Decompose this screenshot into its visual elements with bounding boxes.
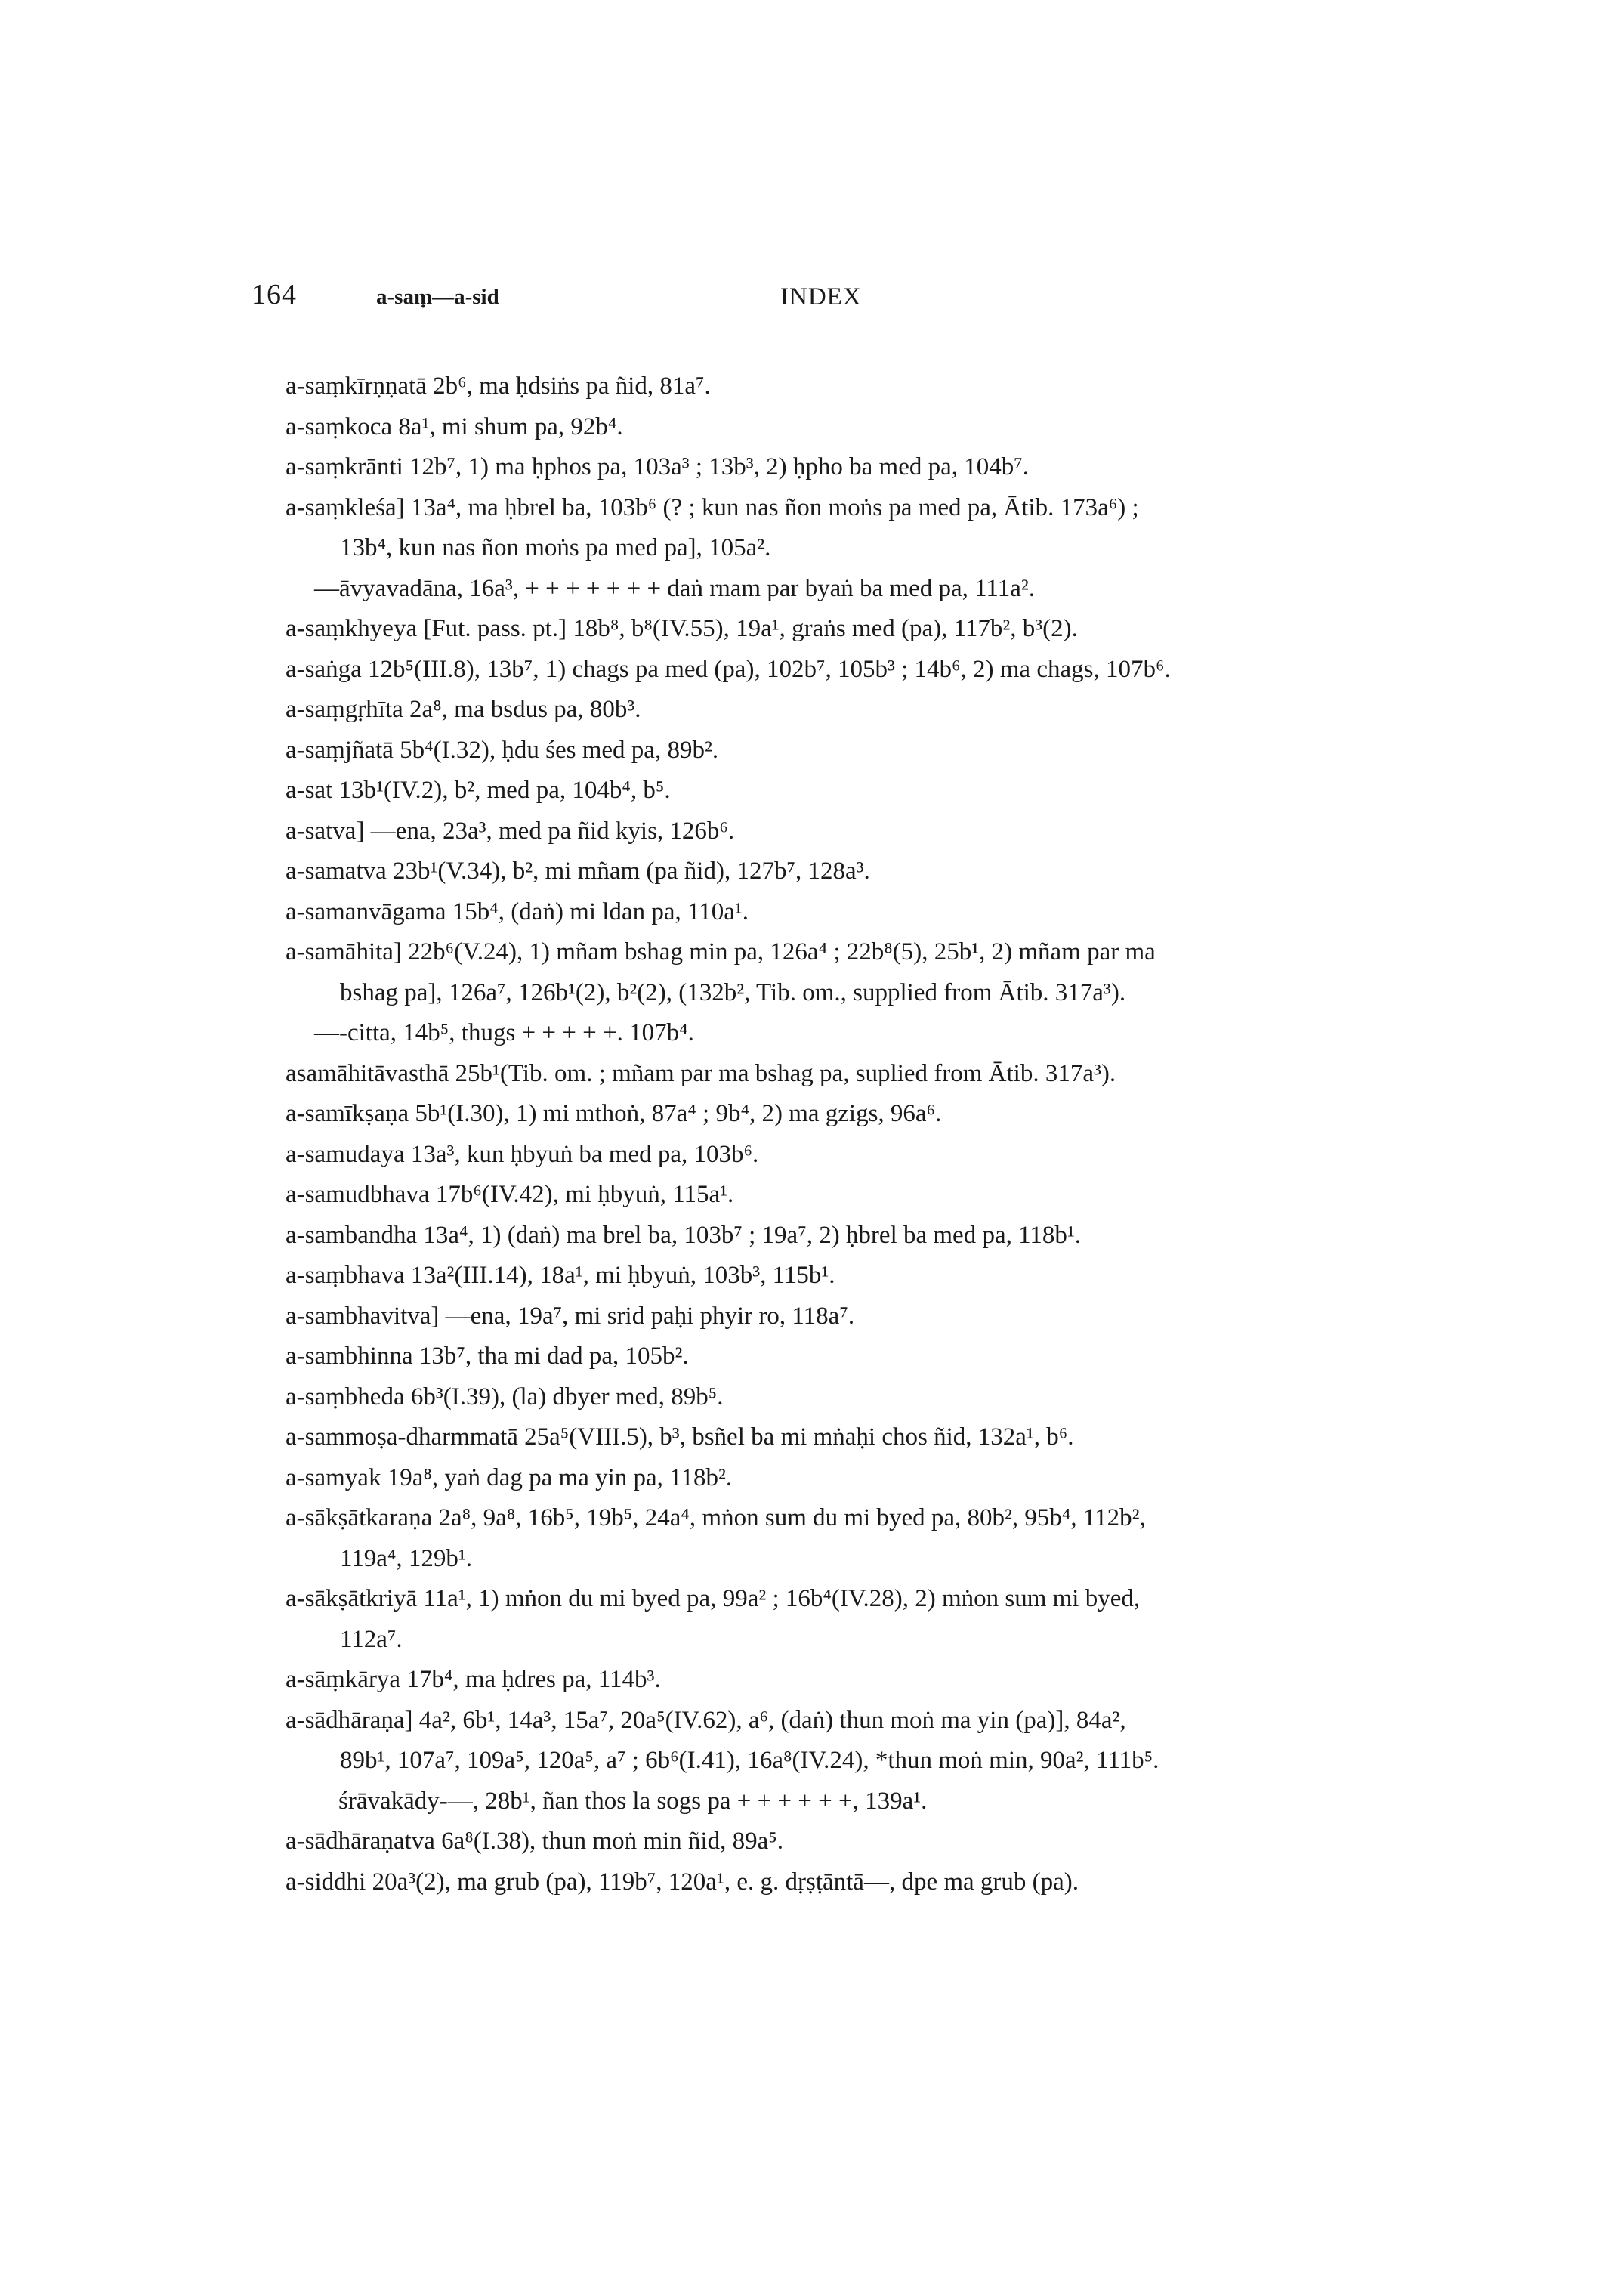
index-entry: a-sākṣātkriyā 11a¹, 1) mṅon du mi byed pa, 99a² ; 16b⁴(IV.28), 2) mṅon sum mi byed,	[286, 1585, 1141, 1612]
index-entry: a-saṃjñatā 5b⁴(I.32), ḥdu śes med pa, 89b².	[286, 736, 719, 764]
index-entry: a-samāhita] 22b⁶(V.24), 1) mñam bshag min pa, 126a⁴ ; 22b⁸(5), 25b¹, 2) mñam par ma	[286, 938, 1156, 966]
index-entry: a-sat 13b¹(IV.2), b², med pa, 104b⁴, b⁵.	[286, 777, 671, 804]
page-header	[0, 278, 1624, 316]
index-entry: a-sambandha 13a⁴, 1) (daṅ) ma brel ba, 103b⁷ ; 19a⁷, 2) ḥbrel ba med pa, 118b¹.	[286, 1221, 1082, 1249]
index-entry: a-sādhāraṇatva 6a⁸(I.38), thun moṅ min ñid, 89a⁵.	[286, 1828, 783, 1855]
index-entry: a-sāṃkārya 17b⁴, ma ḥdres pa, 114b³.	[286, 1666, 661, 1693]
index-entry: a-saṃkoca 8a¹, mi shum pa, 92b⁴.	[286, 413, 623, 440]
index-entry: a-samudaya 13a³, kun ḥbyuṅ ba med pa, 103b⁶.	[286, 1140, 759, 1168]
index-title: INDEX	[780, 283, 862, 311]
index-entry: a-siddhi 20a³(2), ma grub (pa), 119b⁷, 120a¹, e. g. dṛṣṭāntā—, dpe ma grub (pa).	[286, 1868, 1079, 1896]
index-entry-continuation: 13b⁴, kun nas ñon moṅs pa med pa], 105a².	[340, 534, 771, 561]
index-entry-continuation: 89b¹, 107a⁷, 109a⁵, 120a⁵, a⁷ ; 6b⁶(I.41), 16a⁸(IV.24), *thun moṅ min, 90a², 111b⁵.	[340, 1747, 1159, 1774]
index-subentry: —āvyavadāna, 16a³, + + + + + + + daṅ rnam par byaṅ ba med pa, 111a².	[314, 574, 1035, 602]
index-subentry: śrāvakādy-—, 28b¹, ñan thos la sogs pa + + + + + +, 139a¹.	[338, 1787, 928, 1815]
index-entry-continuation: bshag pa], 126a⁷, 126b¹(2), b²(2), (132b², Tib. om., supplied from Ātib. 317a³).	[340, 978, 1126, 1006]
index-entry: a-satva] —ena, 23a³, med pa ñid kyis, 126b⁶.	[286, 817, 735, 845]
index-entry: a-saṃkhyeya [Fut. pass. pt.] 18b⁸, b⁸(IV.55), 19a¹, graṅs med (pa), 117b², b³(2).	[286, 615, 1078, 642]
page-number: 164	[252, 279, 297, 311]
index-entry: a-sammoṣa-dharmmatā 25a⁵(VIII.5), b³, bsñel ba mi mṅaḥi chos ñid, 132a¹, b⁶.	[286, 1423, 1074, 1451]
index-entry: a-saṃbheda 6b³(I.39), (la) dbyer med, 89b⁵.	[286, 1383, 724, 1411]
index-entry: a-samīkṣaṇa 5b¹(I.30), 1) mi mthoṅ, 87a⁴ ; 9b⁴, 2) ma gzigs, 96a⁶.	[286, 1100, 942, 1127]
index-entry: a-sākṣātkaraṇa 2a⁸, 9a⁸, 16b⁵, 19b⁵, 24a⁴, mṅon sum du mi byed pa, 80b², 95b⁴, 112b²,	[286, 1504, 1146, 1531]
index-entry: a-saṃgṛhīta 2a⁸, ma bsdus pa, 80b³.	[286, 696, 641, 723]
index-entry: a-sambhavitva] —ena, 19a⁷, mi srid paḥi phyir ro, 118a⁷.	[286, 1302, 855, 1330]
index-entry-continuation: 119a⁴, 129b¹.	[340, 1544, 473, 1572]
index-entry: a-sādhāraṇa] 4a², 6b¹, 14a³, 15a⁷, 20a⁵(IV.62), a⁶, (daṅ) thun moṅ ma yin (pa)], 84a²,	[286, 1706, 1126, 1734]
index-entry: a-saṃkrānti 12b⁷, 1) ma ḥphos pa, 103a³ ; 13b³, 2) ḥpho ba med pa, 104b⁷.	[286, 453, 1030, 481]
index-entry: a-samudbhava 17b⁶(IV.42), mi ḥbyuṅ, 115a¹.	[286, 1181, 734, 1208]
index-entry: a-samatva 23b¹(V.34), b², mi mñam (pa ñid), 127b⁷, 128a³.	[286, 858, 870, 885]
index-entries	[286, 366, 1464, 1902]
running-head: a-saṃ—a-sid	[376, 285, 499, 309]
index-entry: a-saṃkīrṇṇatā 2b⁶, ma ḥdsiṅs pa ñid, 81a⁷.	[286, 372, 711, 400]
index-entry: a-saṃbhava 13a²(III.14), 18a¹, mi ḥbyuṅ, 103b³, 115b¹.	[286, 1262, 835, 1289]
index-entry: a-saṃkleśa] 13a⁴, ma ḥbrel ba, 103b⁶ (? ; kun nas ñon moṅs pa med pa, Ātib. 173a⁶) ;	[286, 493, 1139, 521]
index-entry: a-saṅga 12b⁵(III.8), 13b⁷, 1) chags pa med (pa), 102b⁷, 105b³ ; 14b⁶, 2) ma chags, 107b⁶.	[286, 655, 1171, 683]
index-entry: asamāhitāvasthā 25b¹(Tib. om. ; mñam par ma bshag pa, suplied from Ātib. 317a³).	[286, 1059, 1116, 1087]
index-entry: a-sambhinna 13b⁷, tha mi dad pa, 105b².	[286, 1343, 689, 1370]
index-subentry: —-citta, 14b⁵, thugs + + + + +. 107b⁴.	[314, 1019, 694, 1046]
index-entry: a-samyak 19a⁸, yaṅ dag pa ma yin pa, 118b².	[286, 1463, 733, 1491]
index-entry: a-samanvāgama 15b⁴, (daṅ) mi ldan pa, 110a¹.	[286, 898, 749, 926]
index-entry-continuation: 112a⁷.	[340, 1625, 403, 1653]
